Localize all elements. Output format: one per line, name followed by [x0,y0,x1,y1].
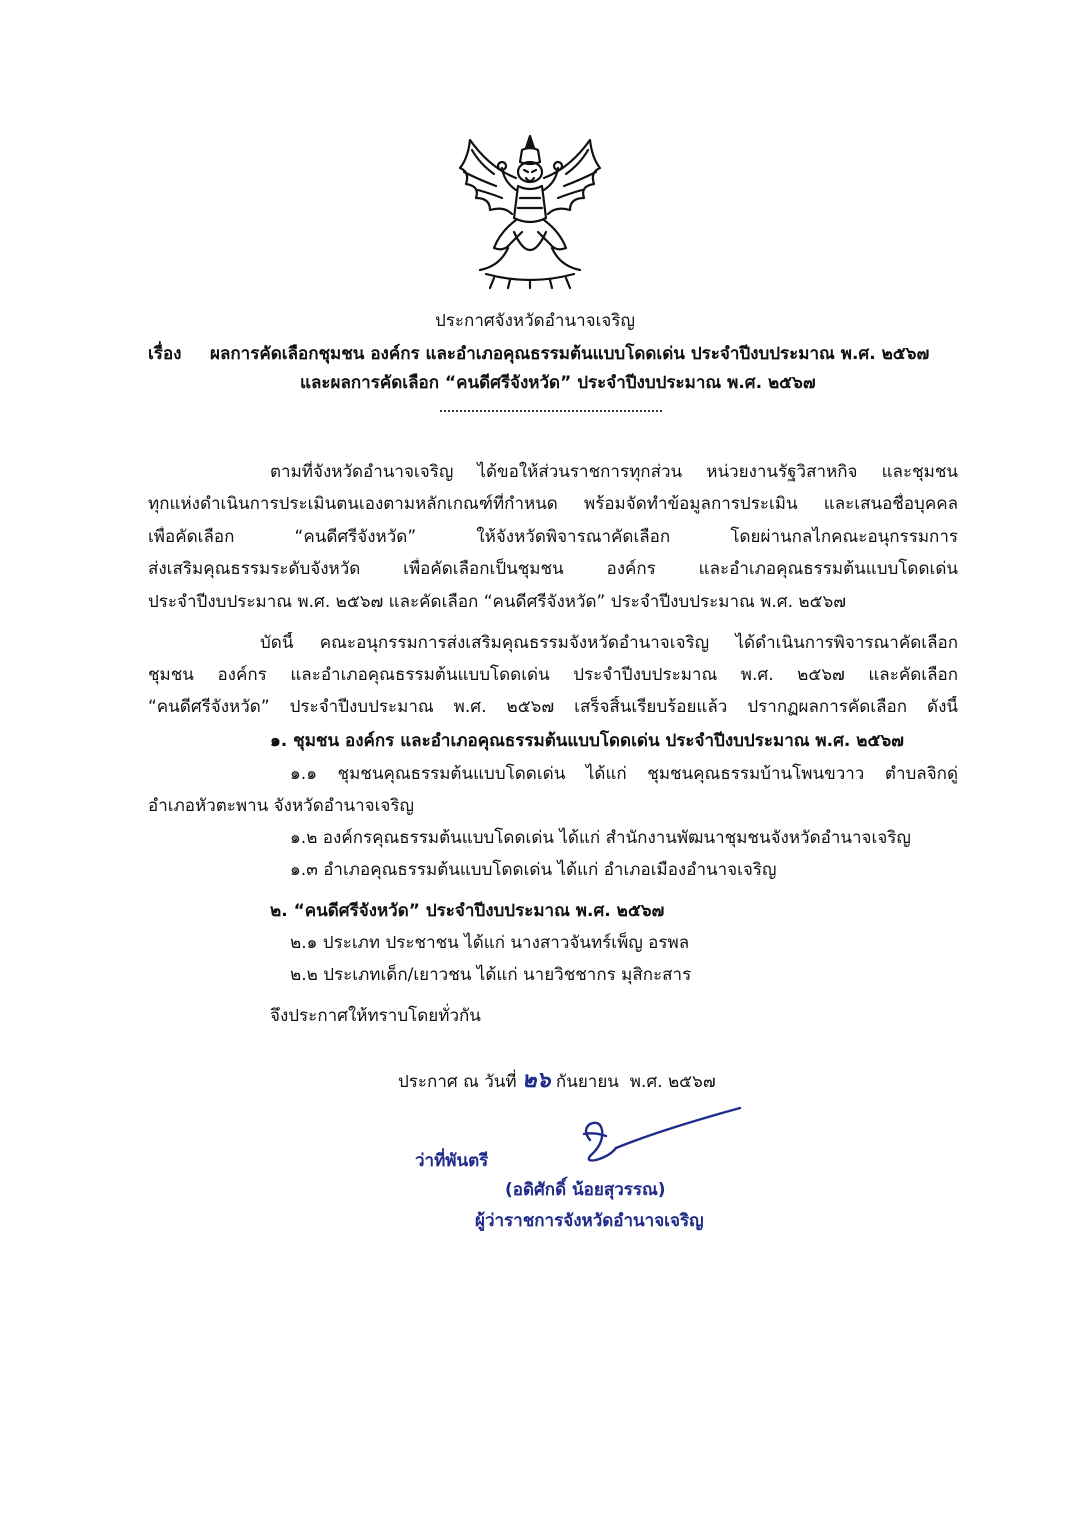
date-year: พ.ศ. ๒๕๖๗ [629,1072,716,1092]
subject-line-2: และผลการคัดเลือก “คนดีศรีจังหวัด” ประจำปีงบประมาณ พ.ศ. ๒๕๖๗ [300,373,816,393]
para2-line-2: ชุมชน องค์กร และอำเภอคุณธรรมต้นแบบโดดเด่น ประจำปีงบประมาณ พ.ศ. ๒๕๖๗ และคัดเลือก [148,665,958,685]
section1-item1-line1: ๑.๑ ชุมชนคุณธรรมต้นแบบโดดเด่น ได้แก่ ชุมชนคุณธรรมบ้านโพนขวาว ตำบลจิกดู่ [290,764,958,784]
para1-line-5: ประจำปีงบประมาณ พ.ศ. ๒๕๖๗ และคัดเลือก “คนดีศรีจังหวัด” ประจำปีงบประมาณ พ.ศ. ๒๕๖๗ [148,592,847,612]
para1-line-4: ส่งเสริมคุณธรรมระดับจังหวัด เพื่อคัดเลือกเป็นชุมชน องค์กร และอำเภอคุณธรรมต้นแบบโดดเด่น [148,559,958,579]
garuda-emblem-icon [450,128,610,290]
para2-line-1: บัดนี้ คณะอนุกรรมการส่งเสริมคุณธรรมจังหวัดอำนาจเจริญ ได้ดำเนินการพิจารณาคัดเลือก [260,633,958,653]
subject-line-1: ผลการคัดเลือกชุมชน องค์กร และอำเภอคุณธรรมต้นแบบโดดเด่น ประจำปีงบประมาณ พ.ศ. ๒๕๖๗ [210,344,930,364]
section2-item2: ๒.๒ ประเภทเด็ก/เยาวชน ได้แก่ นายวิชชากร มุสิกะสาร [290,965,692,985]
date-day: ๒๖ [522,1068,551,1093]
date-month: กันยายน [555,1072,619,1092]
signer-position: ผู้ว่าราชการจังหวัดอำนาจเจริญ [475,1211,704,1231]
para2-line-3: “คนดีศรีจังหวัด” ประจำปีงบประมาณ พ.ศ. ๒๕๖๗ เสร็จสิ้นเรียบร้อยแล้ว ปรากฏผลการคัดเลือก ดังนี้ [148,697,958,717]
section1-item2: ๑.๒ องค์กรคุณธรรมต้นแบบโดดเด่น ได้แก่ สำนักงานพัฒนาชุมชนจังหวัดอำนาจเจริญ [290,828,911,848]
header-divider [440,410,662,412]
section1-item1-line2: อำเภอหัวตะพาน จังหวัดอำนาจเจริญ [148,796,415,816]
signer-name: (อดิศักดิ์ น้อยสุวรรณ) [505,1180,666,1200]
document-title: ประกาศจังหวัดอำนาจเจริญ [434,311,635,331]
handwritten-signature-icon [560,1100,750,1180]
para1-line-2: ทุกแห่งดำเนินการประเมินตนเองตามหลักเกณฑ์ที่กำหนด พร้อมจัดทำข้อมูลการประเมิน และเสนอชื่อบุคคล [148,494,958,514]
subject-label: เรื่อง [148,344,182,364]
closing-statement: จึงประกาศให้ทราบโดยทั่วกัน [270,1006,481,1026]
para1-line-1: ตามที่จังหวัดอำนาจเจริญ ได้ขอให้ส่วนราชการทุกส่วน หน่วยงานรัฐวิสาหกิจ และชุมชน [270,462,958,482]
section1-heading: ๑. ชุมชน องค์กร และอำเภอคุณธรรมต้นแบบโดดเด่น ประจำปีงบประมาณ พ.ศ. ๒๕๖๗ [270,731,904,751]
para1-line-3: เพื่อคัดเลือก “คนดีศรีจังหวัด” ให้จังหวัดพิจารณาคัดเลือก โดยผ่านกลไกคณะอนุกรรมการ [148,527,958,547]
section2-heading: ๒. “คนดีศรีจังหวัด” ประจำปีงบประมาณ พ.ศ. ๒๕๖๗ [270,901,665,921]
signer-rank: ว่าที่พันตรี [415,1151,489,1171]
section1-item3: ๑.๓ อำเภอคุณธรรมต้นแบบโดดเด่น ได้แก่ อำเภอเมืองอำนาจเจริญ [290,860,777,880]
date-line [398,1070,716,1093]
section2-item1: ๒.๑ ประเภท ประชาชน ได้แก่ นางสาวจันทร์เพ็ญ อรพล [290,933,690,953]
date-prefix: ประกาศ ณ วันที่ [398,1072,517,1092]
